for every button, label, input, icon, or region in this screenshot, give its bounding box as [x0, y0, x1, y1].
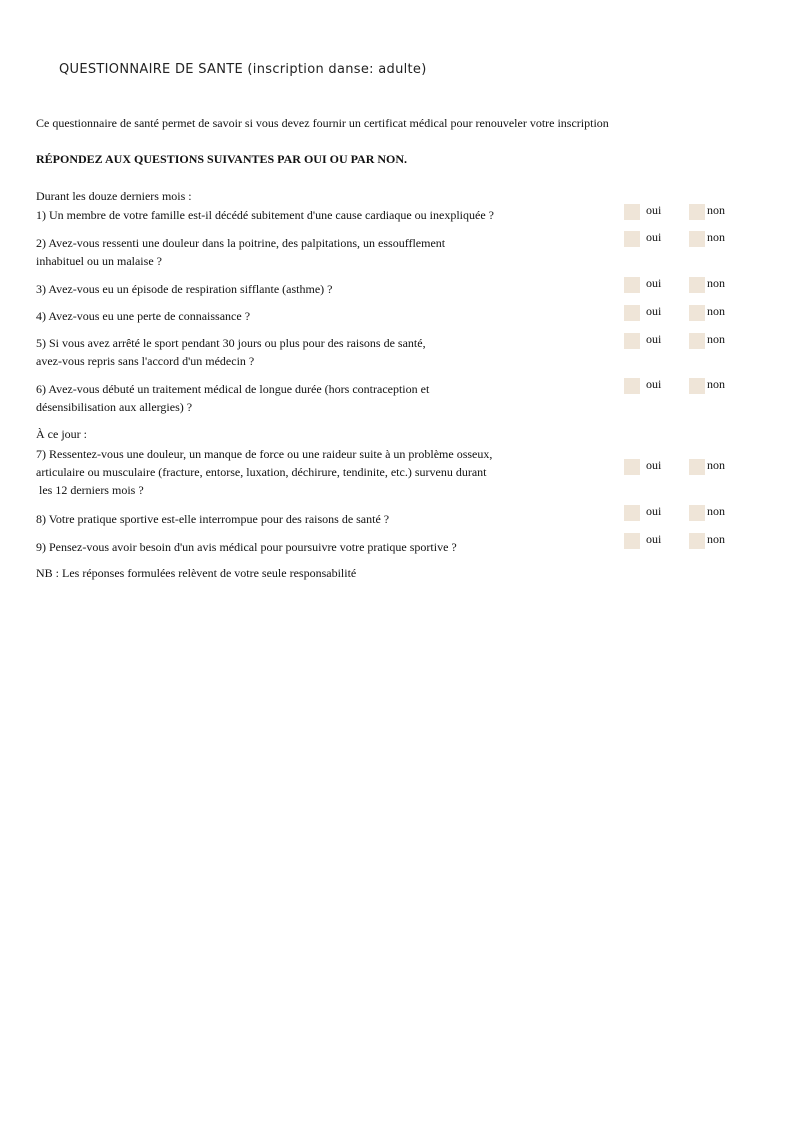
label-non: non	[707, 304, 725, 318]
page-title: QUESTIONNAIRE DE SANTE (inscription danse: adulte)	[59, 62, 427, 77]
checkbox-non-q4[interactable]	[689, 305, 705, 321]
label-oui: oui	[646, 504, 662, 518]
label-non: non	[707, 230, 725, 244]
checkbox-non-q3[interactable]	[689, 277, 705, 293]
label-non: non	[707, 458, 725, 472]
question-text: désensibilisation aux allergies) ?	[36, 400, 193, 414]
checkbox-oui-q9[interactable]	[624, 533, 640, 549]
note-text: NB : Les réponses formulées relèvent de votre seule responsabilité	[36, 566, 357, 580]
label-oui: oui	[646, 377, 662, 391]
label-non: non	[707, 377, 725, 391]
checkbox-non-q5[interactable]	[689, 333, 705, 349]
question-5	[36, 334, 596, 370]
checkbox-non-q9[interactable]	[689, 533, 705, 549]
checkbox-non-q6[interactable]	[689, 378, 705, 394]
question-text: inhabituel ou un malaise ?	[36, 254, 162, 268]
question-7	[36, 445, 596, 499]
checkbox-non-q8[interactable]	[689, 505, 705, 521]
question-text: 9) Pensez-vous avoir besoin d'un avis médical pour poursuivre votre pratique sportive ?	[36, 540, 457, 554]
section-heading-12-months: Durant les douze derniers mois :	[36, 189, 192, 203]
question-text: 8) Votre pratique sportive est-elle interrompue pour des raisons de santé ?	[36, 512, 390, 526]
label-non: non	[707, 332, 725, 346]
question-text: 5) Si vous avez arrêté le sport pendant 30 jours ou plus pour des raisons de santé,	[36, 336, 426, 350]
question-text: 3) Avez-vous eu un épisode de respiration sifflante (asthme) ?	[36, 282, 333, 296]
question-text: 4) Avez-vous eu une perte de connaissance ?	[36, 309, 251, 323]
checkbox-oui-q3[interactable]	[624, 277, 640, 293]
checkbox-oui-q8[interactable]	[624, 505, 640, 521]
label-oui: oui	[646, 332, 662, 346]
question-text: 2) Avez-vous ressenti une douleur dans la poitrine, des palpitations, un essoufflement	[36, 236, 446, 250]
question-text: 6) Avez-vous débuté un traitement médical de longue durée (hors contraception et	[36, 382, 430, 396]
checkbox-non-q2[interactable]	[689, 231, 705, 247]
checkbox-non-q1[interactable]	[689, 204, 705, 220]
checkbox-oui-q5[interactable]	[624, 333, 640, 349]
question-3	[36, 280, 596, 298]
section-heading-today: À ce jour :	[36, 427, 87, 441]
question-text: les 12 derniers mois ?	[36, 483, 144, 497]
question-1	[36, 206, 596, 224]
question-text: avez-vous repris sans l'accord d'un médecin ?	[36, 354, 255, 368]
label-non: non	[707, 276, 725, 290]
intro-text: Ce questionnaire de santé permet de savoir si vous devez fournir un certificat médical pour renouveler votre inscription	[36, 116, 609, 130]
question-text: articulaire ou musculaire (fracture, entorse, luxation, déchirure, tendinite, etc.) survenu durant	[36, 465, 487, 479]
checkbox-oui-q2[interactable]	[624, 231, 640, 247]
question-9	[36, 538, 596, 556]
question-6	[36, 380, 596, 416]
question-text: 7) Ressentez-vous une douleur, un manque de force ou une raideur suite à un problème osseux,	[36, 447, 493, 461]
checkbox-oui-q6[interactable]	[624, 378, 640, 394]
label-non: non	[707, 203, 725, 217]
label-oui: oui	[646, 532, 662, 546]
label-oui: oui	[646, 203, 662, 217]
question-4	[36, 307, 596, 325]
instruction-text: RÉPONDEZ AUX QUESTIONS SUIVANTES PAR OUI OU PAR NON.	[36, 152, 408, 166]
label-oui: oui	[646, 304, 662, 318]
checkbox-oui-q7[interactable]	[624, 459, 640, 475]
checkbox-oui-q1[interactable]	[624, 204, 640, 220]
label-non: non	[707, 504, 725, 518]
label-non: non	[707, 532, 725, 546]
label-oui: oui	[646, 276, 662, 290]
question-2	[36, 234, 596, 270]
checkbox-non-q7[interactable]	[689, 459, 705, 475]
question-text: 1) Un membre de votre famille est-il décédé subitement d'une cause cardiaque ou inexpliquée ?	[36, 208, 494, 222]
label-oui: oui	[646, 458, 662, 472]
label-oui: oui	[646, 230, 662, 244]
checkbox-oui-q4[interactable]	[624, 305, 640, 321]
question-8	[36, 510, 596, 528]
